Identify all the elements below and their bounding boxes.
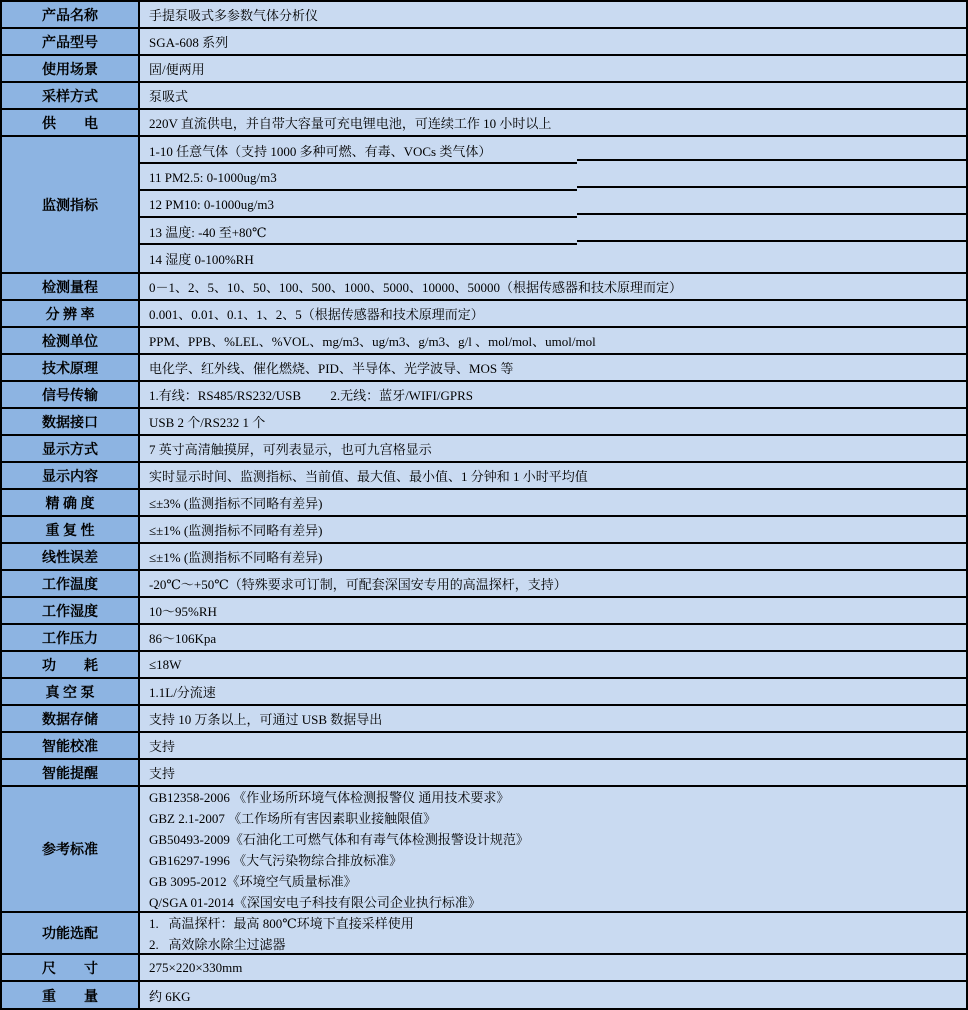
value-line: GB50493-2009《石油化工可燃气体和有毒气体检测报警设计规范》 [149, 832, 529, 847]
spec-row [2, 733, 966, 760]
spec-row [2, 301, 966, 328]
row-label: 参考标准 [2, 787, 140, 911]
row-value-cell [140, 955, 966, 980]
row-value-cell [140, 598, 966, 623]
row-value: USB 2 个/RS232 1 个 [149, 415, 266, 430]
row-value-cell [140, 760, 966, 785]
row-value: PPM、PPB、%LEL、%VOL、mg/m3、ug/m3、g/m3、g/l 、mol/mol、umol/mol [149, 334, 596, 349]
row-value: ≤±1% (监测指标不同略有差异) [149, 523, 323, 538]
row-value-cell [140, 355, 966, 380]
row-value-cell [140, 56, 966, 81]
spec-row [2, 2, 966, 29]
value-line: GB12358-2006 《作业场所环境气体检测报警仪 通用技术要求》 [149, 790, 510, 805]
spec-row [2, 517, 966, 544]
value-line: 1. 高温探杆：最高 800℃环境下直接采样使用 [149, 916, 414, 931]
row-label: 检测单位 [2, 328, 140, 353]
spec-row [2, 913, 966, 955]
row-value: 电化学、红外线、催化燃烧、PID、半导体、光学波导、MOS 等 [149, 361, 514, 376]
value-line: Q/SGA 01-2014《深国安电子科技有限公司企业执行标准》 [149, 895, 481, 910]
row-value-cell [140, 787, 966, 911]
spec-row [2, 274, 966, 301]
spec-row [2, 706, 966, 733]
row-value: 实时显示时间、监测指标、当前值、最大值、最小值、1 分钟和 1 小时平均值 [149, 469, 588, 484]
row-value-cell [140, 382, 966, 407]
value-line: GB 3095-2012《环境空气质量标准》 [149, 874, 357, 889]
row-value: 1.有线：RS485/RS232/USB 2.无线：蓝牙/WIFI/GPRS [149, 388, 473, 403]
row-value-cell [140, 29, 966, 54]
row-value-cell [140, 137, 966, 272]
row-value-cell [140, 982, 966, 1009]
row-label: 显示内容 [2, 463, 140, 488]
row-value-cell [140, 652, 966, 677]
row-label: 尺 寸 [2, 955, 140, 980]
row-value: 支持 [149, 766, 176, 781]
row-value-cell [140, 571, 966, 596]
sub-row [140, 245, 966, 272]
value-line: GB16297-1996 《大气污染物综合排放标准》 [149, 853, 403, 868]
divider-right-segment [577, 186, 966, 188]
spec-row [2, 625, 966, 652]
row-label: 检测量程 [2, 274, 140, 299]
row-value-cell [140, 706, 966, 731]
row-label: 产品名称 [2, 2, 140, 27]
row-value: ≤18W [149, 656, 182, 672]
row-label: 工作压力 [2, 625, 140, 650]
row-label: 监测指标 [2, 137, 140, 272]
row-label: 线性误差 [2, 544, 140, 569]
row-value: 86～106Kpa [149, 631, 217, 646]
row-label: 工作温度 [2, 571, 140, 596]
row-value: 支持 [149, 739, 176, 754]
row-value-cell [140, 490, 966, 515]
row-label: 智能提醒 [2, 760, 140, 785]
row-value: 220V 直流供电，并自带大容量可充电锂电池，可连续工作 10 小时以上 [149, 116, 552, 131]
row-value: 泵吸式 [149, 89, 189, 104]
sub-row-text: 13 温度: -40 至+80℃ [149, 225, 267, 240]
divider-right-segment [577, 240, 966, 242]
row-label: 智能校准 [2, 733, 140, 758]
row-value-cell [140, 517, 966, 542]
row-value: SGA-608 系列 [149, 35, 229, 50]
spec-row [2, 463, 966, 490]
row-value-cell [140, 625, 966, 650]
spec-row [2, 760, 966, 787]
row-value-cell [140, 274, 966, 299]
spec-row [2, 598, 966, 625]
row-value-cell [140, 463, 966, 488]
sub-row-text: 14 湿度 0-100%RH [149, 252, 254, 267]
row-value-cell [140, 328, 966, 353]
divider-right-segment [577, 159, 966, 161]
row-label: 数据存储 [2, 706, 140, 731]
row-label: 重 复 性 [2, 517, 140, 542]
sub-row-text: 1-10 任意气体（支持 1000 多种可燃、有毒、VOCs 类气体） [149, 144, 492, 159]
sub-row [140, 137, 966, 164]
row-value-cell [140, 83, 966, 108]
spec-row [2, 409, 966, 436]
row-label: 重 量 [2, 982, 140, 1009]
spec-row [2, 110, 966, 137]
row-value: 1.1L/分流速 [149, 685, 216, 700]
row-label: 数据接口 [2, 409, 140, 434]
value-line: GBZ 2.1-2007 《工作场所有害因素职业接触限值》 [149, 811, 437, 826]
spec-row [2, 137, 966, 274]
spec-row [2, 328, 966, 355]
row-value-cell [140, 110, 966, 135]
row-value: -20℃～+50℃（特殊要求可订制，可配套深国安专用的高温探杆，支持） [149, 577, 567, 592]
sub-row-text: 12 PM10: 0-1000ug/m3 [149, 196, 274, 212]
row-label: 功能选配 [2, 913, 140, 953]
row-label: 供 电 [2, 110, 140, 135]
row-label: 使用场景 [2, 56, 140, 81]
row-value-cell [140, 409, 966, 434]
sub-row-text: 11 PM2.5: 0-1000ug/m3 [149, 169, 277, 185]
spec-row [2, 355, 966, 382]
row-value: 275×220×330mm [149, 959, 243, 975]
row-value: 约 6KG [149, 989, 191, 1004]
row-label: 精 确 度 [2, 490, 140, 515]
row-value: 0－1、2、5、10、50、100、500、1000、5000、10000、50000（根据传感器和技术原理而定） [149, 280, 683, 295]
spec-row [2, 652, 966, 679]
row-label: 技术原理 [2, 355, 140, 380]
spec-row [2, 490, 966, 517]
sub-row [140, 191, 966, 218]
row-label: 信号传输 [2, 382, 140, 407]
spec-row [2, 83, 966, 110]
spec-row [2, 982, 966, 1009]
row-label: 采样方式 [2, 83, 140, 108]
divider-right-segment [577, 213, 966, 215]
spec-row [2, 56, 966, 83]
row-value: 7 英寸高清触摸屏，可列表显示，也可九宫格显示 [149, 442, 432, 457]
row-value: 手提泵吸式多参数气体分析仪 [149, 8, 319, 23]
row-value: 0.001、0.01、0.1、1、2、5（根据传感器和技术原理而定） [149, 307, 484, 322]
row-value-cell [140, 2, 966, 27]
row-value-cell [140, 544, 966, 569]
row-value-cell [140, 301, 966, 326]
row-label: 功 耗 [2, 652, 140, 677]
spec-row [2, 787, 966, 913]
row-label: 真 空 泵 [2, 679, 140, 704]
spec-row [2, 955, 966, 982]
row-value-cell [140, 436, 966, 461]
row-value: 固/便两用 [149, 62, 205, 77]
row-value: ≤±3% (监测指标不同略有差异) [149, 496, 323, 511]
sub-row [140, 164, 966, 191]
row-label: 产品型号 [2, 29, 140, 54]
spec-row [2, 436, 966, 463]
row-label: 分 辨 率 [2, 301, 140, 326]
spec-row [2, 29, 966, 56]
spec-row [2, 544, 966, 571]
spec-row [2, 679, 966, 706]
row-value: 10～95%RH [149, 604, 217, 619]
sub-row [140, 218, 966, 245]
row-value: 支持 10 万条以上，可通过 USB 数据导出 [149, 712, 383, 727]
row-value-cell [140, 733, 966, 758]
value-line: 2. 高效除水除尘过滤器 [149, 937, 286, 952]
row-value-cell [140, 913, 966, 953]
spec-row [2, 382, 966, 409]
spec-row [2, 571, 966, 598]
row-value: ≤±1% (监测指标不同略有差异) [149, 550, 323, 565]
row-label: 显示方式 [2, 436, 140, 461]
row-label: 工作湿度 [2, 598, 140, 623]
row-value-cell [140, 679, 966, 704]
